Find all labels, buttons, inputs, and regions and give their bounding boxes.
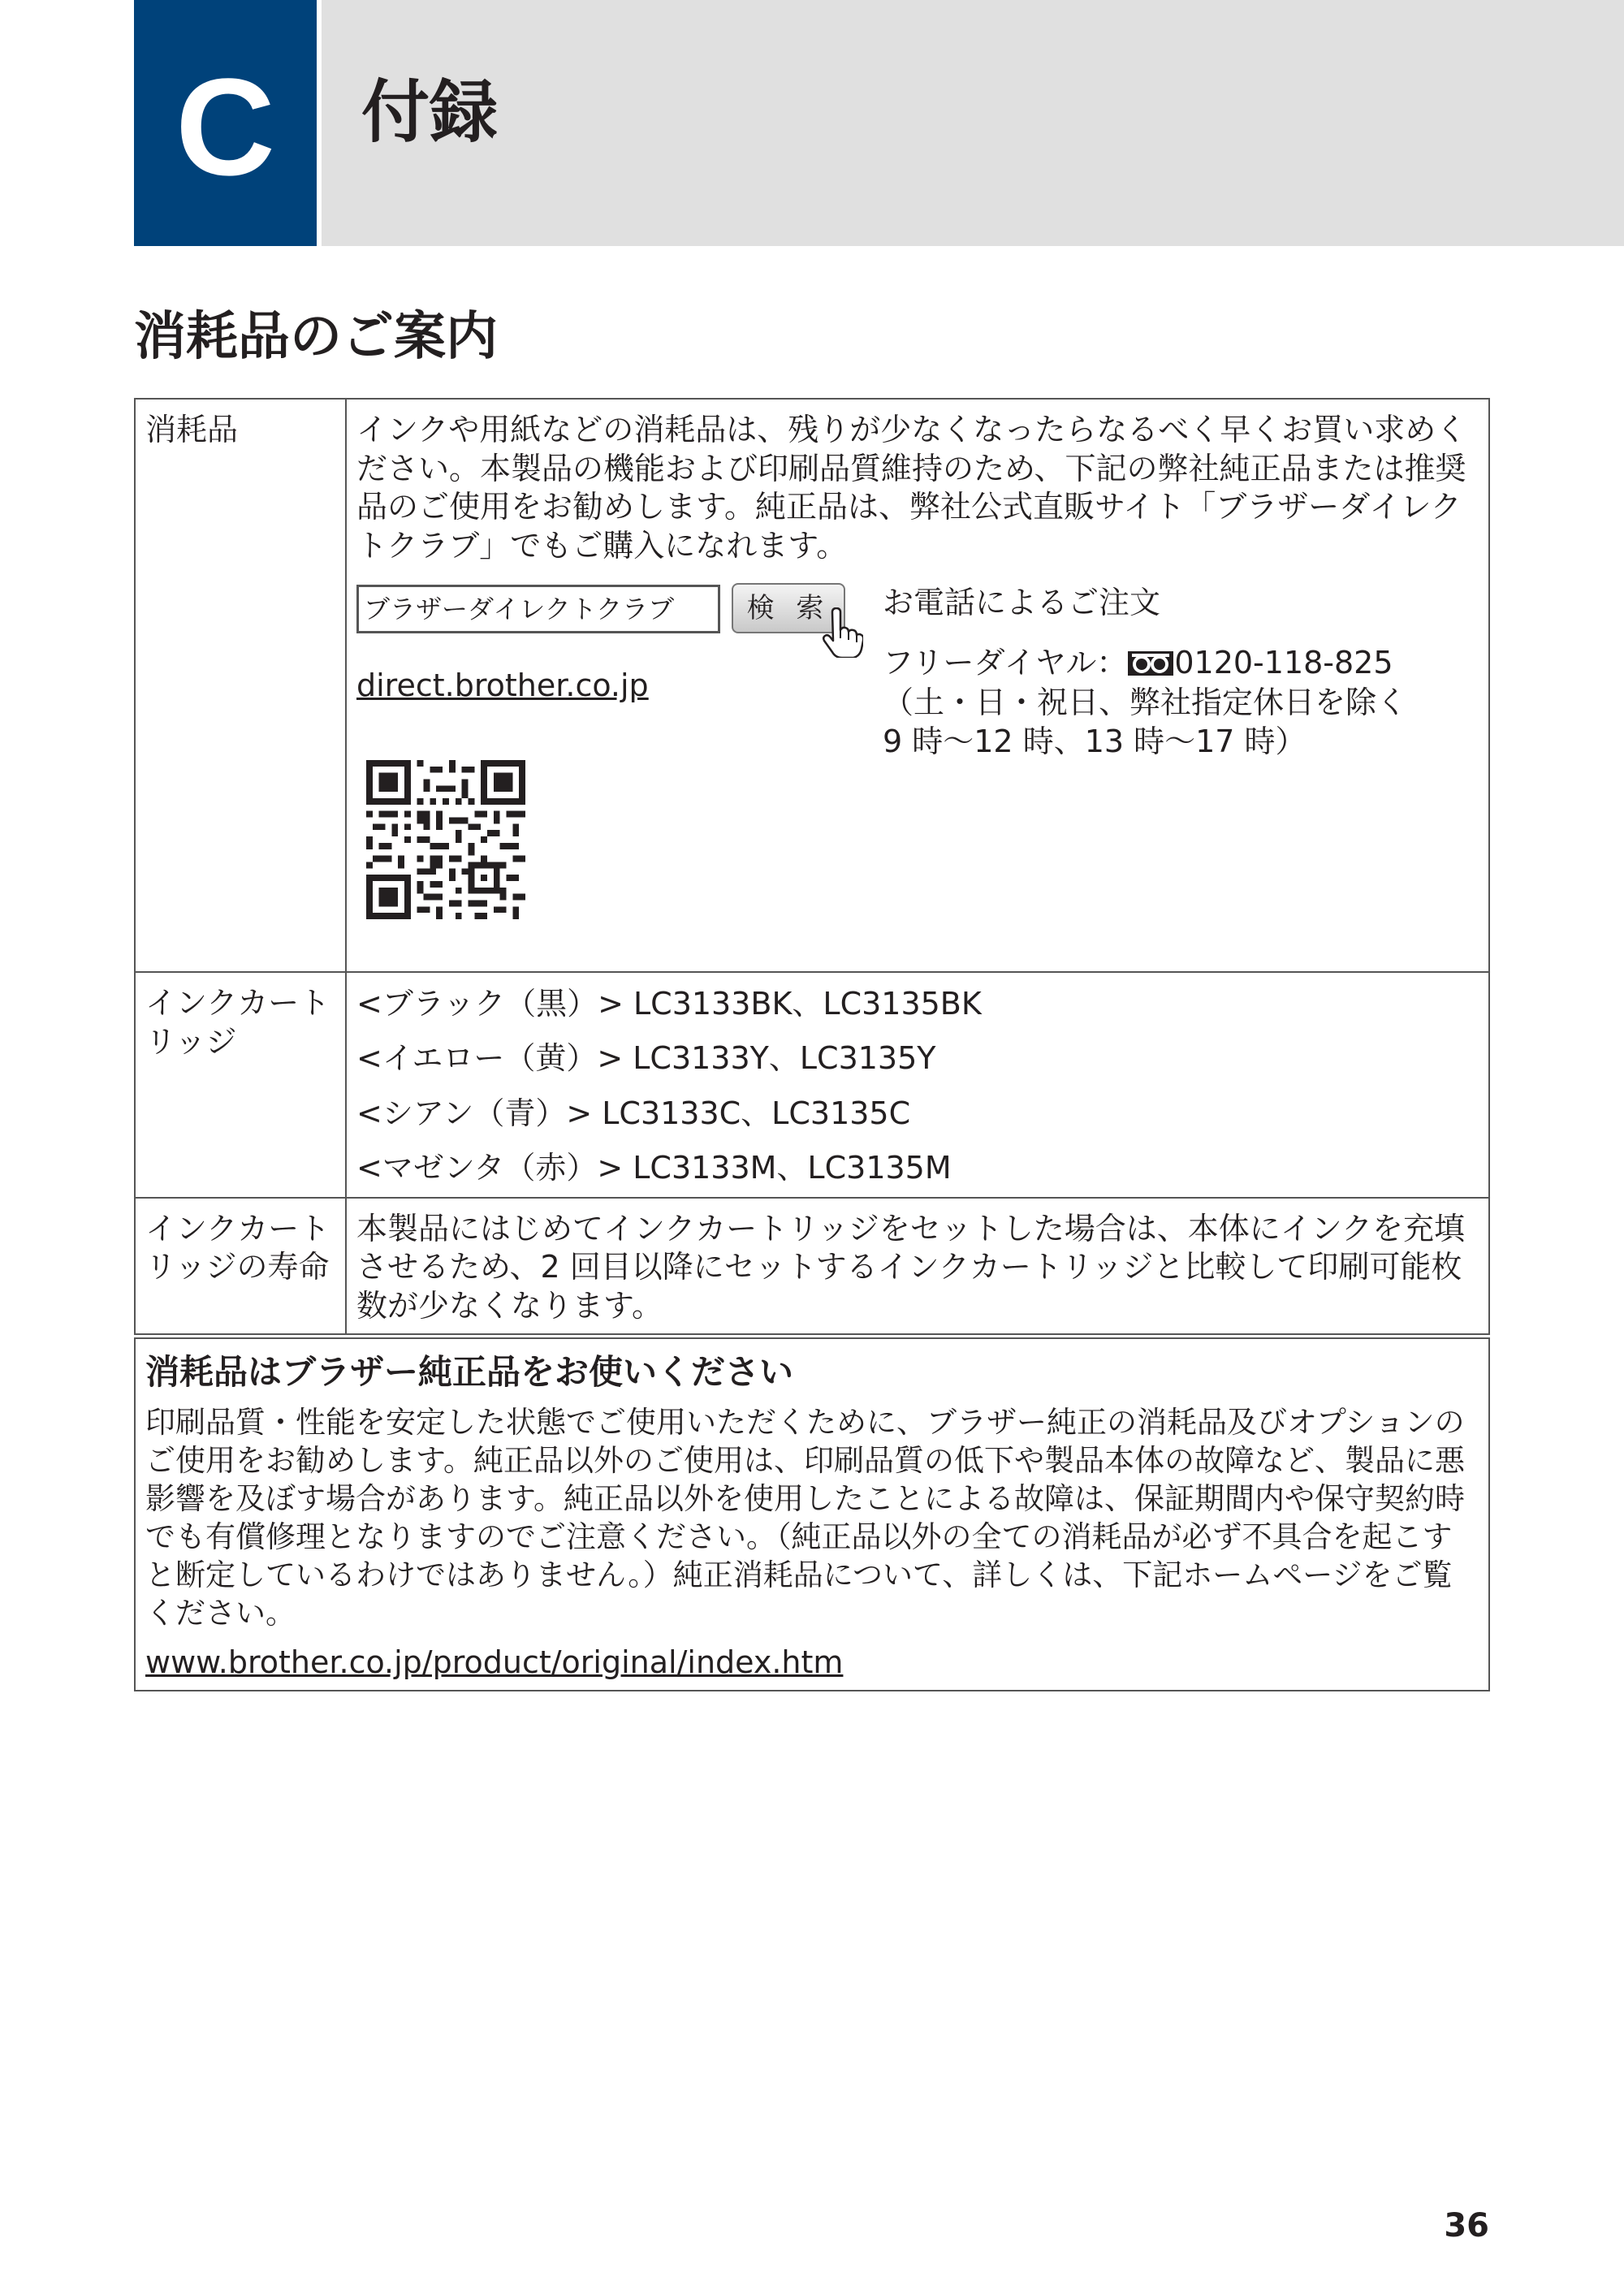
table-row-cartridge-life — [135, 1198, 1489, 1335]
freedial-number: 0120-118-825 — [1174, 645, 1393, 681]
row-label-cell — [135, 972, 346, 1198]
notice-text: 印刷品質・性能を安定した状態でご使用いただくために、ブラザー純正の消耗品及びオプションのご使用をお勧めします。純正品以外のご使用は、印刷品質の低下や製品本体の故障など、製品に悪影響を及ぼす場合があります。純正品以外を使用したことによる故障は、保証期間内や保守契約時でも有償修理となりますのでご注意ください。（純正品以外の全ての消耗品が必ず不具合を起こすと断定しているわけではありません。）純正消耗品について、詳しくは、下記ホームページをご覧ください。 — [145, 1405, 1466, 1631]
notice-title: 消耗品はブラザー純正品をお使いください — [145, 1352, 794, 1392]
table-row-ink-cartridges — [135, 972, 1489, 1198]
hours-line-1: （土・日・祝日、弊社指定休日を除く — [883, 684, 1408, 720]
genuine-supplies-notice — [134, 1337, 1490, 1691]
notice-link[interactable]: www.brother.co.jp/product/original/index.htm — [145, 1644, 844, 1681]
consumables-table — [134, 398, 1490, 1335]
freedial-line — [883, 643, 1407, 682]
search-input[interactable]: ブラザーダイレクトクラブ — [356, 585, 720, 633]
page-number: 36 — [1444, 2207, 1489, 2244]
section-title: 消耗品のご案内 — [134, 307, 498, 367]
row-label: 消耗品 — [145, 412, 239, 447]
row-label: インクカートリッジ — [145, 985, 330, 1060]
table-row-consumables — [135, 399, 1489, 972]
freedial-label: フリーダイヤル： — [883, 645, 1128, 681]
row-label-cell — [135, 1198, 346, 1335]
list-item: <イエロー（黄）> LC3133Y、LC3135Y — [356, 1040, 936, 1077]
list-item: <シアン（青）> LC3133C、LC3135C — [356, 1095, 911, 1131]
site-link[interactable]: direct.brother.co.jp — [356, 667, 649, 703]
qr-code — [366, 760, 525, 919]
cartridge-life-text: 本製品にはじめてインクカートリッジをセットした場合は、本体にインクを充填させるため、2 回目以降にセットするインクカートリッジと比較して印刷可能枚数が少なくなります。 — [356, 1210, 1465, 1324]
row-label: インクカートリッジの寿命 — [145, 1210, 330, 1285]
phone-heading: お電話によるご注文 — [883, 585, 1161, 620]
hand-pointer-icon — [818, 607, 863, 658]
row-label-cell — [135, 399, 346, 972]
chapter-header-bar — [322, 0, 1624, 246]
chapter-title: 付録 — [361, 72, 499, 152]
search-button[interactable]: 検 索 — [732, 583, 845, 633]
hours-line-2: 9 時～12 時、13 時～17 時） — [883, 723, 1307, 759]
row-content-cell — [346, 1198, 1489, 1335]
freedial-icon — [1127, 650, 1174, 676]
consumables-description: インクや用紙などの消耗品は、残りが少なくなったらなるべく早くお買い求めください。本製品の機能および印刷品質維持のため、下記の弊社純正品または推奨品のご使用をお勧めします。純正品は、弊社公式直販サイト「ブラザーダイレクトクラブ」でもご購入になれます。 — [356, 412, 1467, 564]
list-item: <ブラック（黒）> LC3133BK、LC3135BK — [356, 986, 982, 1022]
phone-order-info — [883, 583, 1407, 761]
chapter-letter: C — [175, 50, 275, 205]
ink-cartridge-list — [346, 972, 1489, 1198]
order-info — [356, 565, 1479, 963]
row-content-cell — [346, 399, 1489, 972]
list-item: <マゼンタ（赤）> LC3133M、LC3135M — [356, 1150, 952, 1186]
